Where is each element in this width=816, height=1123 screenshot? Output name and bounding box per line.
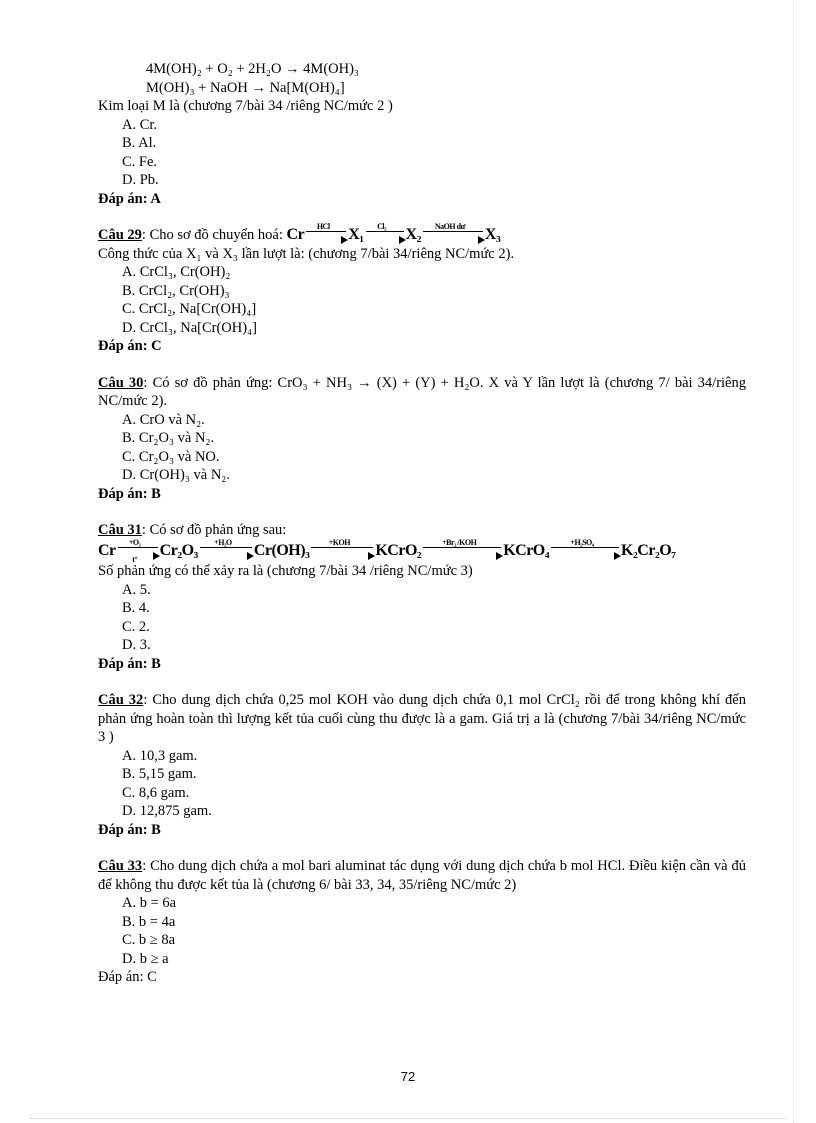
option-a: A. b = 6a — [122, 895, 177, 911]
scheme-species: Cr(OH)₃ — [253, 541, 310, 559]
option-b: B. Cr₂O₃ và N₂. — [122, 430, 215, 446]
option-b: B. CrCl₂, Cr(OH)₃ — [122, 282, 230, 299]
question-text: Công thức của X₁ và X₃ lần lượt là: (chương 7/bài 34/riêng NC/mức 2). — [98, 245, 515, 262]
question-label: Câu 32 — [98, 692, 144, 708]
page-edge — [793, 0, 794, 1123]
arrow-label: Cl₂ — [377, 222, 386, 232]
arrow-label: HCl — [316, 222, 330, 232]
option-d: D. b ≥ a — [122, 950, 169, 967]
option-c: C. b ≥ 8a — [122, 932, 176, 948]
arrow-label: +Br₂ /KOH — [442, 537, 477, 547]
answer: Đáp án: A — [98, 190, 161, 207]
answer: Đáp án: C — [98, 338, 162, 354]
question-lead: : Cho sơ đồ chuyển hoá: — [141, 227, 287, 243]
page-number: 72 — [400, 1069, 416, 1084]
arrow-label: NaOH dư — [434, 222, 465, 232]
arrow-label: +H₂O — [214, 537, 232, 547]
scheme-species: K₂Cr₂O₇ — [621, 541, 676, 559]
option-b: B. Al. — [122, 135, 157, 151]
reaction-arrow — [366, 222, 404, 241]
question-text: : Cho dung dịch chứa a mol bari aluminat tác dụng với dung dịch chứa b mol HCl. Điều kiện cần và đủ để không thu được kết tủa là (chương 6/ bài 33, 34, 35/riêng NC/mức 2) — [98, 858, 746, 893]
option-d: D. Pb. — [122, 172, 159, 188]
question-text: : Có sơ đồ phản ứng: CrO₃ + NH₃ → (X) + (Y) + H₂O. X và Y lần lượt là (chương 7/ bài 34/riêng NC/mức 2). — [98, 374, 746, 409]
option-d: D. CrCl₃, Na[Cr(OH)₄] — [122, 319, 257, 336]
option-c: C. 8,6 gam. — [122, 784, 190, 801]
reaction-arrow — [118, 537, 158, 564]
option-c: C. Cr₂O₃ và NO. — [122, 448, 220, 465]
scheme-species: X₂ — [405, 226, 421, 243]
arrow-label: +KOH — [328, 537, 350, 547]
question-28-tail — [98, 60, 746, 208]
reaction-arrow — [311, 537, 373, 557]
equation-1: 4M(OH)₂ + O₂ + 2H₂O → 4M(OH)₃ — [146, 61, 359, 77]
option-a: A. Cr. — [122, 116, 158, 133]
question-33 — [98, 857, 746, 987]
answer: Đáp án: B — [98, 485, 161, 502]
question-30 — [98, 374, 746, 504]
arrow-label: +O₂ — [128, 537, 141, 547]
reaction-arrow — [423, 222, 483, 241]
footer-divider — [30, 1118, 786, 1119]
question-label: Câu 30 — [98, 374, 144, 391]
option-a: A. 10,3 gam. — [122, 747, 198, 764]
question-text: : Cho dung dịch chứa 0,25 mol KOH vào dung dịch chứa 0,1 mol CrCl₂ rồi để trong không khí đến phản ứng hoàn toàn thì lượng kết tủa cuối cùng thu được là a gam. Giá trị a là (chương 7/bài 34/riêng NC/mức 3 ) — [98, 692, 746, 745]
option-a: A. 5. — [122, 581, 151, 598]
option-d: D. Cr(OH)₃ và N₂. — [122, 467, 230, 483]
option-d: D. 3. — [122, 637, 151, 653]
document-page — [98, 60, 746, 987]
reaction-scheme — [98, 537, 746, 564]
scheme-species: X₁ — [348, 226, 364, 243]
arrow-label: +H₂SO₄ — [570, 537, 594, 547]
question-31 — [98, 521, 746, 673]
arrow-label-below: t° — [132, 554, 138, 564]
question-lead: : Có sơ đồ phản ứng sau: — [141, 522, 287, 538]
question-label: Câu 29 — [98, 227, 142, 243]
option-c: C. CrCl₂, Na[Cr(OH)₄] — [122, 301, 257, 317]
option-c: C. Fe. — [122, 153, 158, 170]
scheme-species: Cr — [98, 541, 116, 559]
reaction-arrow — [551, 537, 619, 557]
option-b: B. 4. — [122, 600, 150, 616]
question-label: Câu 33 — [98, 858, 143, 874]
question-text: Kim loại M là (chương 7/bài 34 /riêng NC/mức 2 ) — [98, 98, 393, 114]
option-b: B. 5,15 gam. — [122, 766, 197, 782]
scheme-species: X₃ — [484, 226, 501, 243]
reaction-scheme — [286, 222, 501, 243]
reaction-arrow — [200, 537, 252, 557]
scheme-species: Cr — [286, 226, 305, 243]
option-d: D. 12,875 gam. — [122, 803, 212, 819]
question-label: Câu 31 — [98, 522, 142, 538]
scheme-species: KCrO₂ — [375, 541, 422, 559]
option-b: B. b = 4a — [122, 913, 176, 930]
equation-2: M(OH)₃ + NaOH → Na[M(OH)₄] — [146, 79, 345, 96]
answer: Đáp án: B — [98, 821, 161, 838]
question-29 — [98, 222, 746, 356]
answer: Đáp án: C — [98, 969, 157, 985]
reaction-arrow — [423, 537, 501, 557]
reaction-arrow — [306, 222, 346, 241]
option-a: A. CrCl₃, Cr(OH)₂ — [122, 264, 231, 280]
question-32 — [98, 691, 746, 839]
scheme-species: KCrO₄ — [503, 541, 550, 559]
answer: Đáp án: B — [98, 655, 161, 672]
question-text: Số phản ứng có thể xảy ra là (chương 7/bài 34 /riêng NC/mức 3) — [98, 563, 473, 579]
option-a: A. CrO và N₂. — [122, 411, 205, 428]
option-c: C. 2. — [122, 618, 150, 635]
scheme-species: Cr₂O₃ — [159, 541, 198, 559]
